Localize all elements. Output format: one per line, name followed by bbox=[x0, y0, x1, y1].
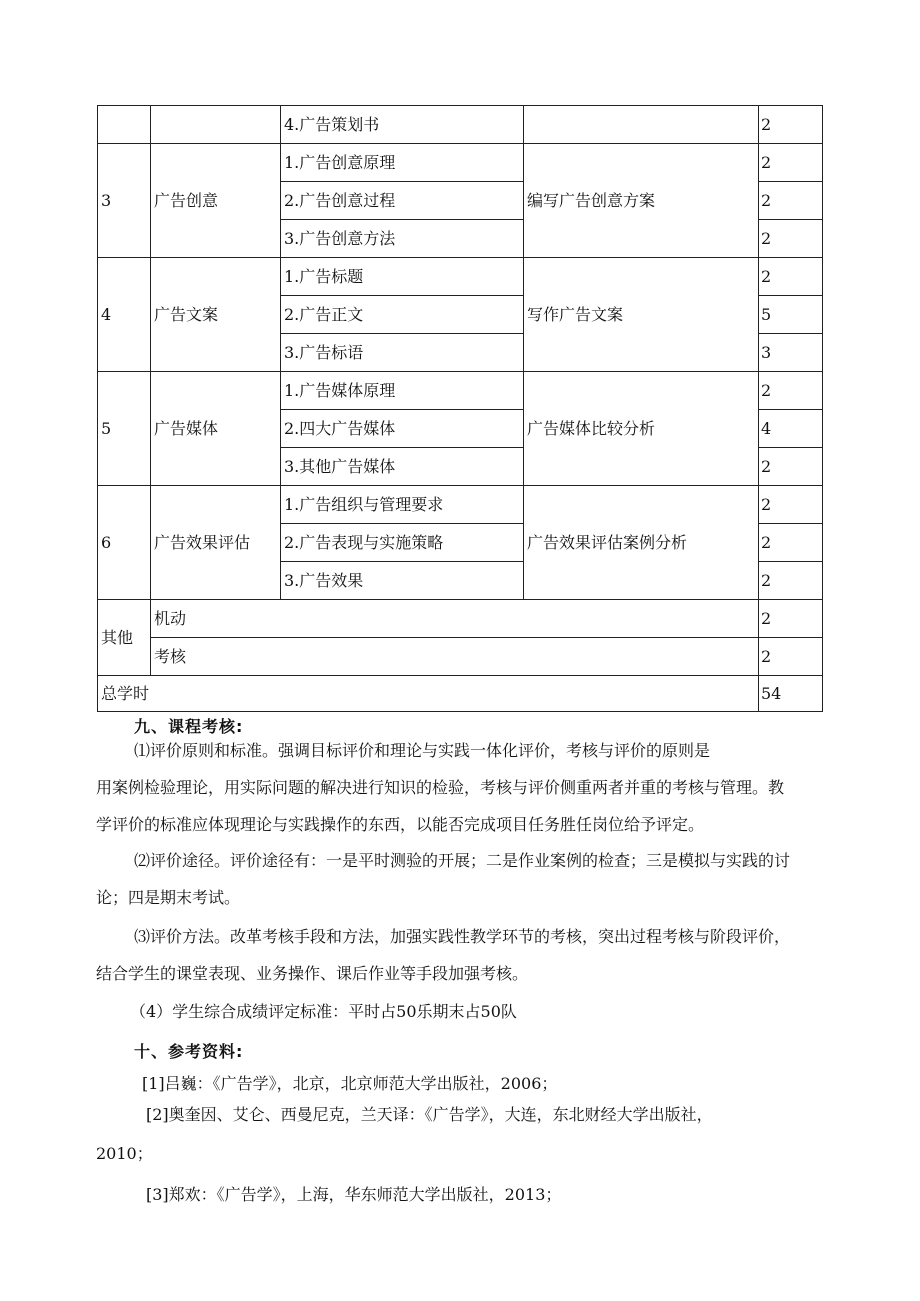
topic-cell: 1.广告组织与管理要求 bbox=[281, 486, 524, 524]
hours-cell: 2 bbox=[759, 638, 823, 676]
topic-cell: 2.四大广告媒体 bbox=[281, 410, 524, 448]
hours-cell: 2 bbox=[759, 448, 823, 486]
reference-item: [2]奥奎因、艾仑、西曼尼克，兰天译：《广告学》，大连，东北财经大学出版社， bbox=[146, 1105, 713, 1124]
hours-cell: 2 bbox=[759, 524, 823, 562]
total-label-cell: 总学时 bbox=[98, 676, 759, 712]
unit-name-cell: 广告媒体 bbox=[151, 372, 281, 486]
total-row bbox=[98, 676, 823, 712]
paragraph-line: ⑴评价原则和标准。强调目标评价和理论与实践一体化评价，考核与评价的原则是 bbox=[134, 741, 711, 760]
practice-cell bbox=[524, 106, 759, 144]
practice-cell: 编写广告创意方案 bbox=[524, 144, 759, 258]
topic-cell: 3.广告效果 bbox=[281, 562, 524, 600]
hours-cell: 3 bbox=[759, 334, 823, 372]
practice-cell: 广告媒体比较分析 bbox=[524, 372, 759, 486]
topic-cell: 1.广告媒体原理 bbox=[281, 372, 524, 410]
hours-cell: 2 bbox=[759, 486, 823, 524]
hours-cell: 2 bbox=[759, 600, 823, 638]
topic-cell: 1.广告创意原理 bbox=[281, 144, 524, 182]
paragraph-line: 结合学生的课堂表现、业务操作、课后作业等手段加强考核。 bbox=[96, 964, 529, 983]
paragraph-line: 用案例检验理论，用实际问题的解决进行知识的检验，考核与评价侧重两者并重的考核与管理。教 bbox=[96, 778, 785, 797]
table-row bbox=[98, 258, 823, 296]
paragraph-line: ⑵评价途径。评价途径有：一是平时测验的开展；二是作业案例的检查；三是模拟与实践的讨 bbox=[134, 851, 791, 870]
hours-cell: 5 bbox=[759, 296, 823, 334]
paragraph-line: （4）学生综合成绩评定标准：平时占50乐期末占50队 bbox=[130, 1002, 517, 1021]
course-schedule-table bbox=[97, 105, 823, 712]
table-row bbox=[98, 600, 823, 638]
table-row bbox=[98, 144, 823, 182]
reference-item: [3]郑欢：《广告学》，上海，华东师范大学出版社，2013； bbox=[146, 1185, 562, 1204]
hours-cell: 2 bbox=[759, 144, 823, 182]
table-row bbox=[98, 486, 823, 524]
topic-cell: 3.其他广告媒体 bbox=[281, 448, 524, 486]
unit-number-cell: 6 bbox=[98, 486, 151, 600]
other-item-cell: 机动 bbox=[151, 600, 759, 638]
topic-cell: 2.广告正文 bbox=[281, 296, 524, 334]
table-row bbox=[98, 372, 823, 410]
topic-cell: 2.广告创意过程 bbox=[281, 182, 524, 220]
hours-cell: 4 bbox=[759, 410, 823, 448]
topic-cell: 1.广告标题 bbox=[281, 258, 524, 296]
unit-number-cell bbox=[98, 106, 151, 144]
reference-item: 2010； bbox=[96, 1144, 153, 1163]
unit-number-cell: 5 bbox=[98, 372, 151, 486]
topic-cell: 3.广告创意方法 bbox=[281, 220, 524, 258]
practice-cell: 写作广告文案 bbox=[524, 258, 759, 372]
hours-cell: 2 bbox=[759, 182, 823, 220]
hours-cell: 2 bbox=[759, 220, 823, 258]
unit-name-cell: 广告创意 bbox=[151, 144, 281, 258]
topic-cell: 2.广告表现与实施策略 bbox=[281, 524, 524, 562]
unit-number-cell: 4 bbox=[98, 258, 151, 372]
paragraph-line: 学评价的标准应体现理论与实践操作的东西，以能否完成项目任务胜任岗位给予评定。 bbox=[96, 815, 705, 834]
table-row bbox=[98, 638, 823, 676]
table-row bbox=[98, 106, 823, 144]
hours-cell: 2 bbox=[759, 258, 823, 296]
unit-name-cell: 广告效果评估 bbox=[151, 486, 281, 600]
other-item-cell: 考核 bbox=[151, 638, 759, 676]
unit-name-cell bbox=[151, 106, 281, 144]
practice-cell: 广告效果评估案例分析 bbox=[524, 486, 759, 600]
topic-cell: 3.广告标语 bbox=[281, 334, 524, 372]
topic-cell: 4.广告策划书 bbox=[281, 106, 524, 144]
reference-item: [1]吕巍：《广告学》，北京，北京师范大学出版社，2006； bbox=[142, 1074, 558, 1093]
hours-cell: 2 bbox=[759, 372, 823, 410]
section-heading: 九、课程考核: bbox=[134, 717, 244, 736]
other-label-cell: 其他 bbox=[98, 600, 151, 676]
section-heading: 十、参考资料: bbox=[134, 1042, 244, 1061]
unit-name-cell: 广告文案 bbox=[151, 258, 281, 372]
hours-cell: 2 bbox=[759, 106, 823, 144]
total-hours-cell: 54 bbox=[759, 676, 823, 712]
paragraph-line: 论；四是期末考试。 bbox=[96, 888, 241, 907]
paragraph-line: ⑶评价方法。改革考核手段和方法，加强实践性教学环节的考核，突出过程考核与阶段评价， bbox=[134, 927, 791, 946]
unit-number-cell: 3 bbox=[98, 144, 151, 258]
hours-cell: 2 bbox=[759, 562, 823, 600]
